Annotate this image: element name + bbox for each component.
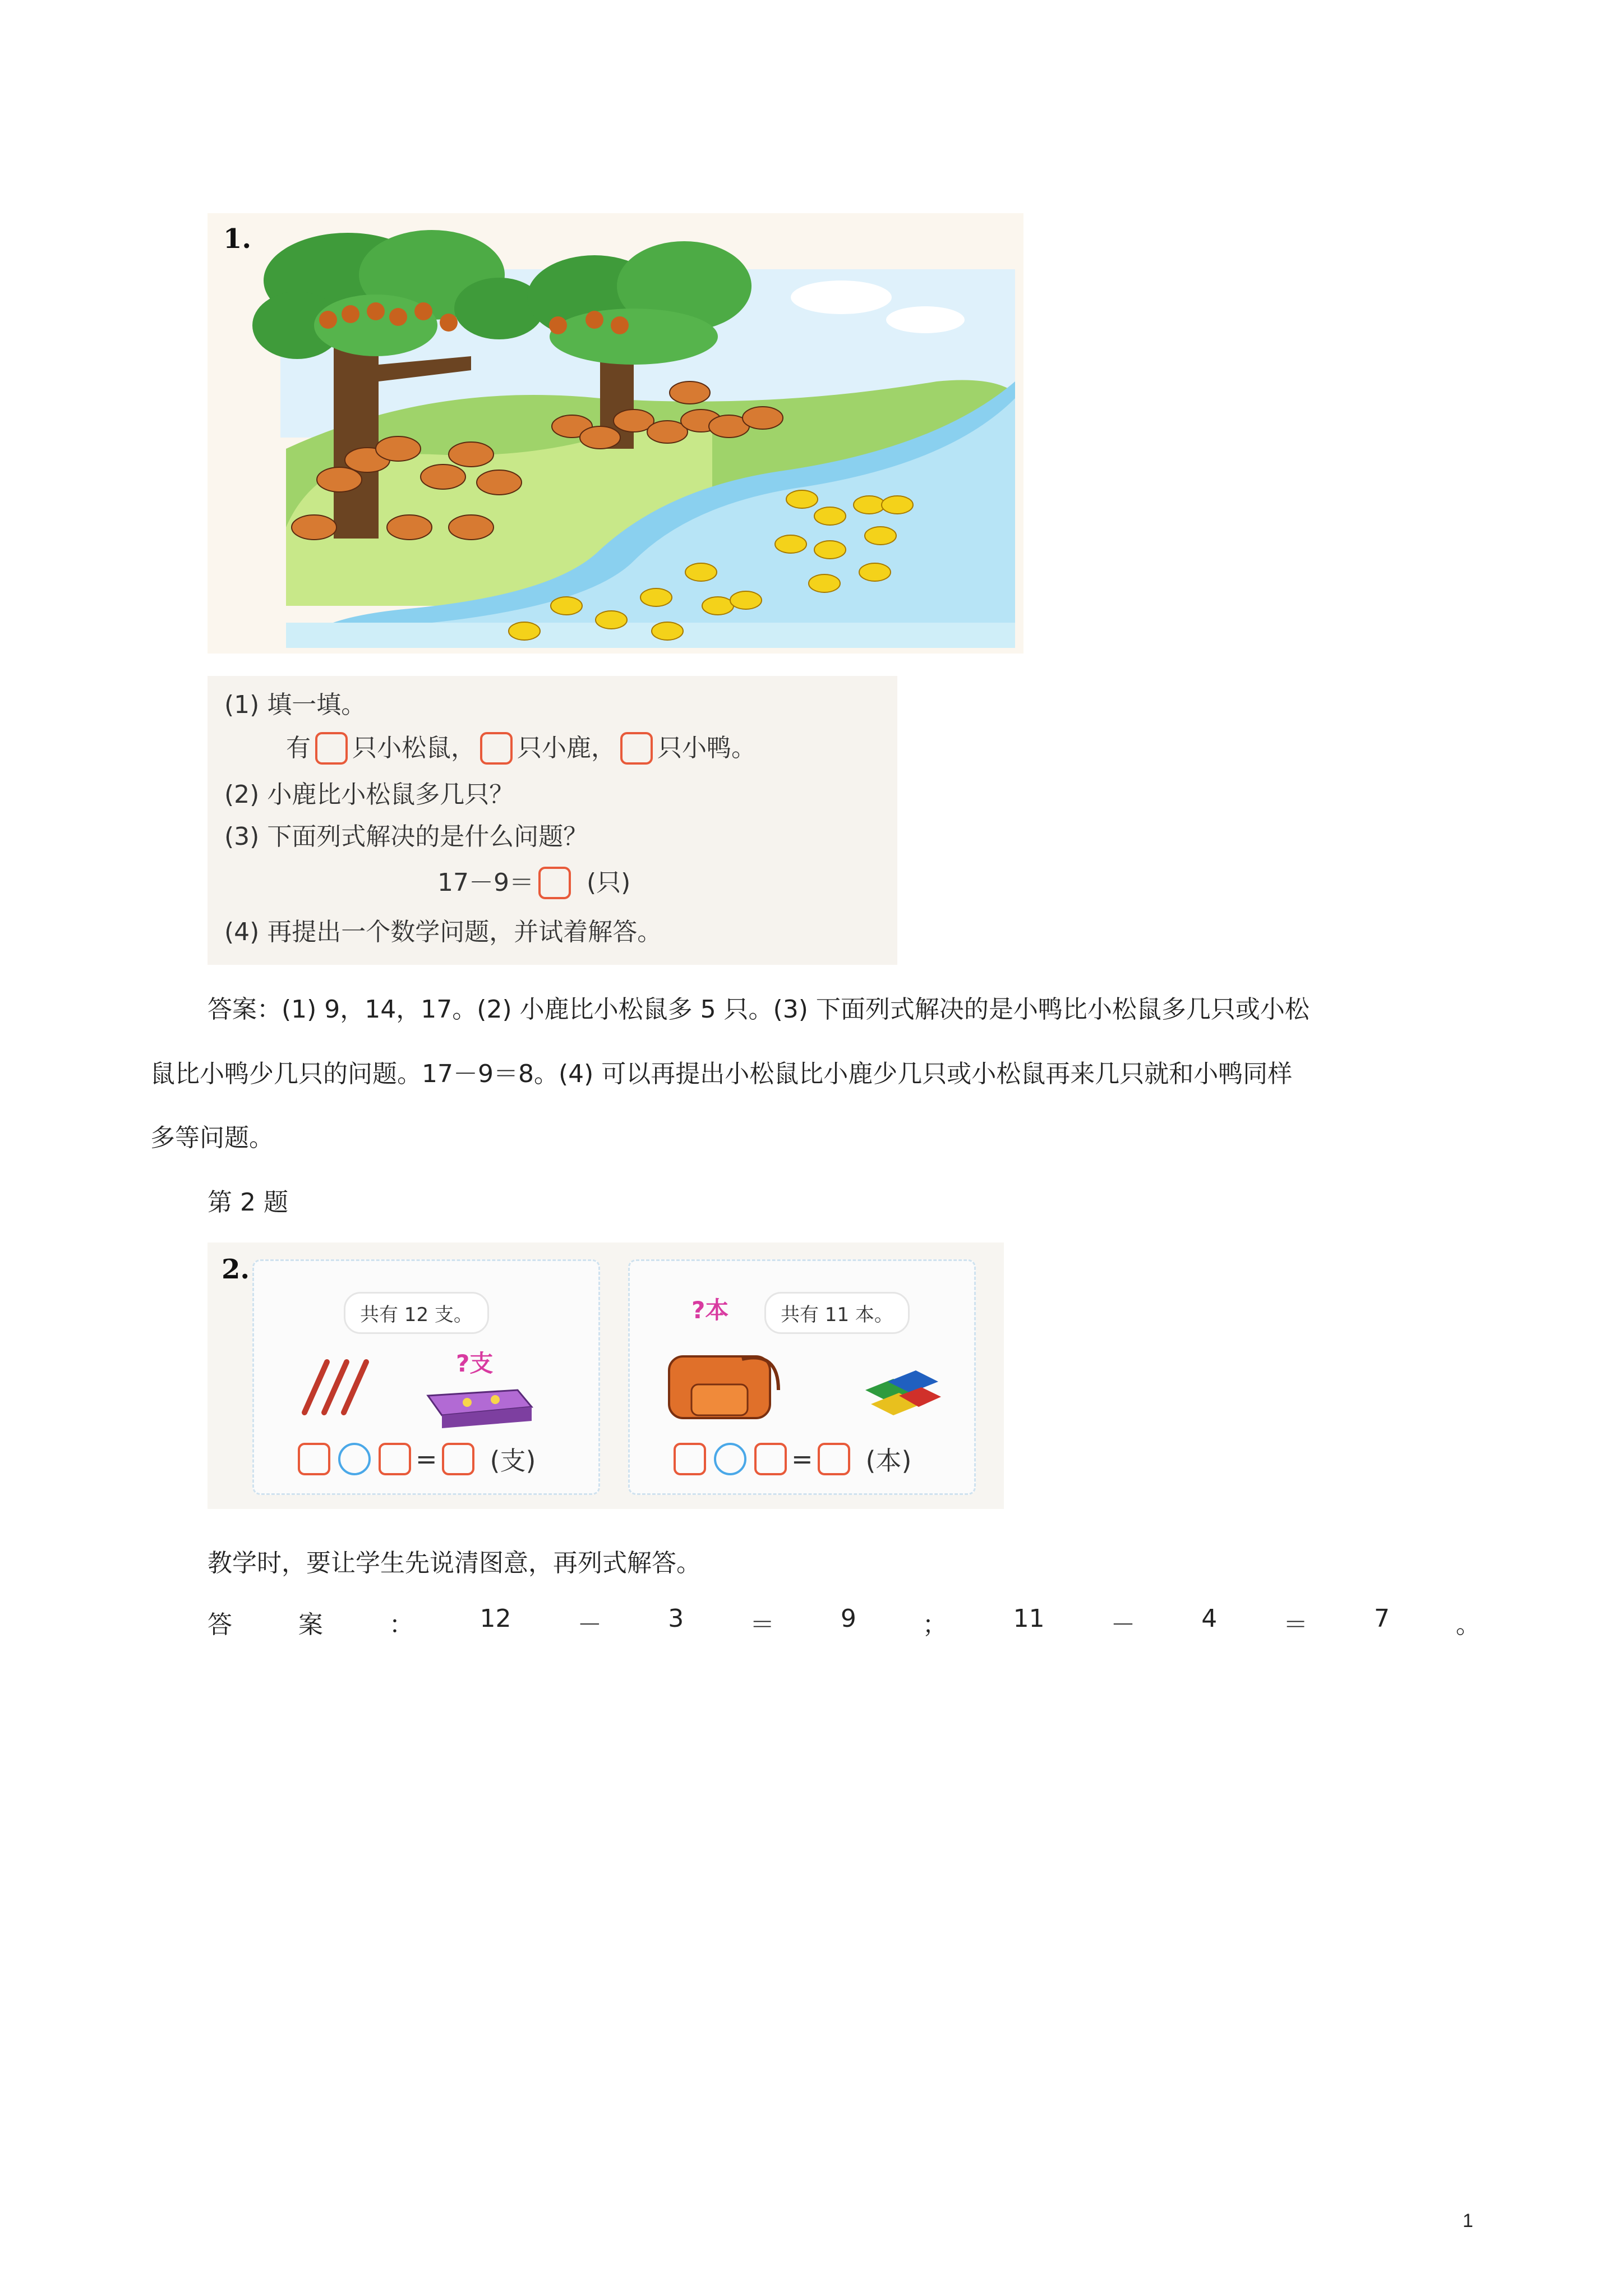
fill-part3: 只小鸭。 [657,734,756,762]
answer2-token: 11 [1013,1604,1045,1633]
book-equation [669,1441,911,1478]
problem2-heading: 第 2 题 [208,1188,288,1217]
question1-title: (1) 填一填。 [224,691,366,719]
answer2-token: ＝ [1283,1611,1308,1639]
problem2-illustration [208,1243,1004,1509]
answer2-token: 答 [208,1611,232,1639]
deer-count-blank[interactable] [480,732,513,765]
answer2-line [208,1604,1481,1640]
question3: (3) 下面列式解决的是什么问题？ [224,822,588,851]
pencil-eq-unit: (支) [490,1446,536,1476]
answer1-line3: 多等问题。 [150,1124,274,1152]
answer2-token: － [1110,1611,1136,1639]
answer2-token: 4 [1201,1604,1218,1633]
problem1-number: 1. [223,223,252,255]
book-eq-unit: (本) [865,1446,912,1476]
duck-count-blank[interactable] [620,732,653,765]
pencil-eq-blank1[interactable] [298,1443,330,1475]
pencil-eq-blank2[interactable] [379,1443,411,1475]
pencil-case-icon [422,1373,534,1429]
book-total-bubble: 共有 11 本。 [764,1292,910,1334]
squirrel-count-blank[interactable] [315,732,348,765]
answer2-token: 9 [840,1604,856,1633]
answer2-token: 12 [479,1604,511,1633]
pencil-total-bubble: 共有 12 支。 [344,1292,489,1334]
pencil-card [252,1259,600,1495]
problem1-illustration [208,213,1023,654]
book-eq-equals: = [791,1444,813,1474]
answer2-token: ＝ [750,1611,775,1639]
equation-unit: (只) [586,868,631,897]
answer2-token: ： [389,1611,414,1639]
fill-part2: 只小鹿， [517,734,616,762]
answer2-token: 7 [1373,1604,1390,1633]
fill-prefix: 有 [286,734,311,762]
teaching-note: 教学时，要让学生先说清图意，再列式解答。 [208,1549,701,1577]
pencil-eq-operator[interactable] [338,1443,371,1475]
answer2-token: － [577,1611,602,1639]
book-card [628,1259,976,1495]
answer2-token: 。 [1455,1611,1481,1639]
answer1-line2: 鼠比小鸭少几只的问题。17－9＝8。(4) 可以再提出小松鼠比小鹿少几只或小松鼠再来几只就和小鸭同样 [150,1060,1293,1088]
page-number: 1 [1463,2210,1473,2231]
fill-part1: 只小松鼠， [352,734,476,762]
answer1-line1: 答案：(1) 9，14，17。(2) 小鹿比小松鼠多 5 只。(3) 下面列式解决的是小鸭比小松鼠多几只或小松 [208,995,1310,1024]
answer2-token: ； [922,1611,947,1639]
schoolbag-icon [658,1340,787,1429]
question1-fill-line [286,732,756,765]
book-eq-operator[interactable] [714,1443,746,1475]
equation-result-blank[interactable] [538,867,571,899]
answer2-token: 3 [668,1604,684,1633]
book-question-mark: ?本 [691,1296,729,1324]
book-eq-blank1[interactable] [674,1443,706,1475]
book-eq-result[interactable] [818,1443,850,1475]
answer2-token: 案 [298,1611,323,1639]
pencil-equation [293,1441,536,1478]
equation-left: 17－9＝ [437,868,534,897]
problem1-questions-panel [208,676,897,965]
animal-scene-drawing [208,213,1023,654]
question2: (2) 小鹿比小松鼠多几只？ [224,780,514,809]
book-eq-blank2[interactable] [754,1443,787,1475]
pencils-icon [293,1351,377,1418]
problem2-number: 2. [222,1254,250,1285]
question4: (4) 再提出一个数学问题，并试着解答。 [224,918,662,946]
pencil-eq-result[interactable] [442,1443,474,1475]
question3-equation [437,867,630,899]
pencil-question-mark: ?支 [456,1350,494,1377]
pencil-eq-equals: = [416,1444,437,1474]
books-icon [854,1356,949,1424]
